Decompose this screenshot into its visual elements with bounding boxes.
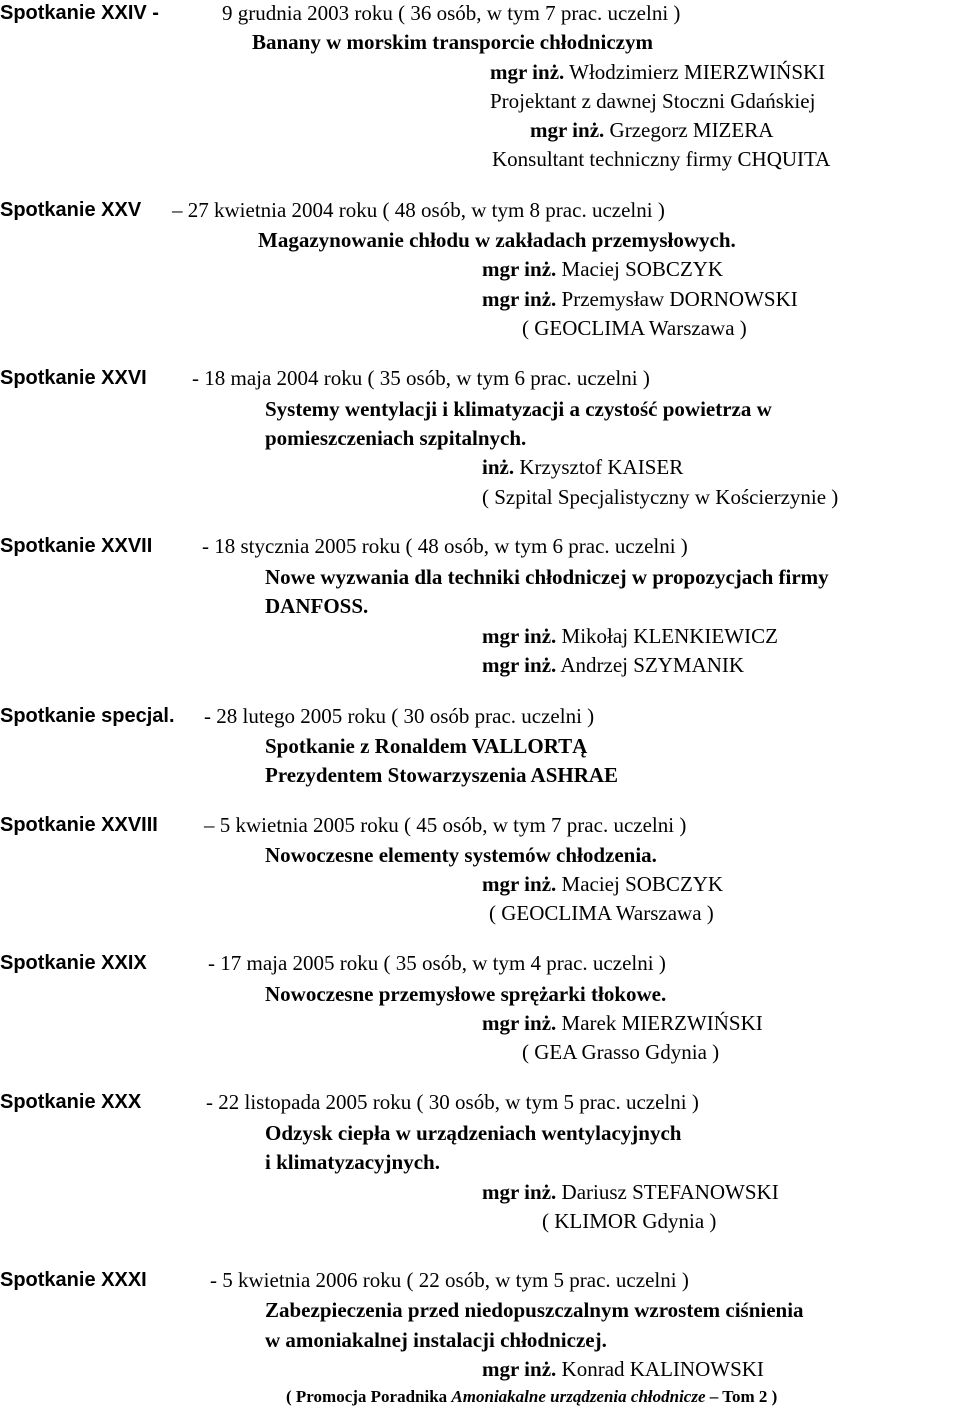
meeting-topic: Prezydentem Stowarzyszenia ASHRAE — [265, 763, 619, 787]
speaker-affiliation: Projektant z dawnej Stoczni Gdańskiej — [490, 89, 816, 113]
meeting-topic: Nowoczesne przemysłowe sprężarki tłokowe. — [265, 982, 667, 1006]
meeting-label: Spotkanie XXV — [0, 199, 142, 221]
speaker-affiliation: ( GEOCLIMA Warszawa ) — [489, 901, 714, 925]
meeting-label: Spotkanie XXVI — [0, 367, 147, 389]
meeting-info: - 17 maja 2005 roku ( 35 osób, w tym 4 prac. uczelni ) — [208, 951, 666, 975]
meeting-topic: Nowoczesne elementy systemów chłodzenia. — [265, 843, 657, 867]
meeting-info: – 27 kwietnia 2004 roku ( 48 osób, w tym 8 prac. uczelni ) — [172, 198, 665, 222]
meeting-topic: i klimatyzacyjnych. — [265, 1150, 440, 1174]
meeting-topic: pomieszczeniach szpitalnych. — [265, 426, 527, 450]
meeting-topic: Odzysk ciepła w urządzeniach wentylacyjnych — [265, 1121, 682, 1145]
meeting-label: Spotkanie XXVII — [0, 535, 153, 557]
meeting-info: – 5 kwietnia 2005 roku ( 45 osób, w tym 7 prac. uczelni ) — [204, 813, 687, 837]
meeting-topic: Banany w morskim transporcie chłodniczym — [252, 30, 653, 54]
meeting-topic: Magazynowanie chłodu w zakładach przemysłowych. — [258, 228, 736, 252]
speaker: mgr inż. Mikołaj KLENKIEWICZ — [482, 624, 778, 648]
meeting-label: Spotkanie XXIV - — [0, 2, 159, 24]
meeting-info: 9 grudnia 2003 roku ( 36 osób, w tym 7 prac. uczelni ) — [222, 1, 681, 25]
meeting-info: - 18 maja 2004 roku ( 35 osób, w tym 6 prac. uczelni ) — [192, 366, 650, 390]
meeting-label: Spotkanie XXX — [0, 1091, 142, 1113]
speaker: mgr inż. Dariusz STEFANOWSKI — [482, 1180, 779, 1204]
speaker: mgr inż. Włodzimierz MIERZWIŃSKI — [490, 60, 826, 84]
meeting-label: Spotkanie XXXI — [0, 1269, 147, 1291]
speaker: mgr inż. Konrad KALINOWSKI — [482, 1357, 764, 1381]
meeting-label: Spotkanie XXIX — [0, 952, 147, 974]
meeting-info: - 18 stycznia 2005 roku ( 48 osób, w tym 6 prac. uczelni ) — [202, 534, 688, 558]
speaker: mgr inż. Marek MIERZWIŃSKI — [482, 1011, 763, 1035]
speaker-affiliation: ( GEA Grasso Gdynia ) — [522, 1040, 720, 1064]
speaker-affiliation: Konsultant techniczny firmy CHQUITA — [492, 147, 831, 171]
speaker: mgr inż. Maciej SOBCZYK — [482, 872, 724, 896]
footer-promo: ( Promocja Poradnika Amoniakalne urządzenia chłodnicze – Tom 2 ) — [286, 1387, 778, 1406]
meeting-topic: Spotkanie z Ronaldem VALLORTĄ — [265, 734, 588, 758]
meeting-topic: w amoniakalnej instalacji chłodniczej. — [265, 1328, 607, 1352]
meeting-info: - 28 lutego 2005 roku ( 30 osób prac. uczelni ) — [204, 704, 595, 728]
meeting-label: Spotkanie XXVIII — [0, 814, 158, 836]
meeting-topic: Systemy wentylacji i klimatyzacji a czystość powietrza w — [265, 397, 772, 421]
meeting-label: Spotkanie specjal. — [0, 705, 175, 727]
meeting-info: - 5 kwietnia 2006 roku ( 22 osób, w tym 5 prac. uczelni ) — [210, 1268, 689, 1292]
speaker: mgr inż. Grzegorz MIZERA — [530, 118, 774, 142]
meeting-topic: Zabezpieczenia przed niedopuszczalnym wzrostem ciśnienia — [265, 1298, 804, 1322]
speaker: mgr inż. Andrzej SZYMANIK — [482, 653, 745, 677]
speaker-affiliation: ( Szpital Specjalistyczny w Kościerzynie ) — [482, 485, 839, 509]
speaker-affiliation: ( KLIMOR Gdynia ) — [542, 1209, 717, 1233]
meeting-topic: Nowe wyzwania dla techniki chłodniczej w propozycjach firmy — [265, 565, 829, 589]
speaker: mgr inż. Maciej SOBCZYK — [482, 257, 724, 281]
meeting-info: - 22 listopada 2005 roku ( 30 osób, w tym 5 prac. uczelni ) — [206, 1090, 699, 1114]
meeting-topic: DANFOSS. — [265, 594, 369, 618]
speaker: inż. Krzysztof KAISER — [482, 455, 684, 479]
speaker-affiliation: ( GEOCLIMA Warszawa ) — [522, 316, 747, 340]
speaker: mgr inż. Przemysław DORNOWSKI — [482, 287, 798, 311]
